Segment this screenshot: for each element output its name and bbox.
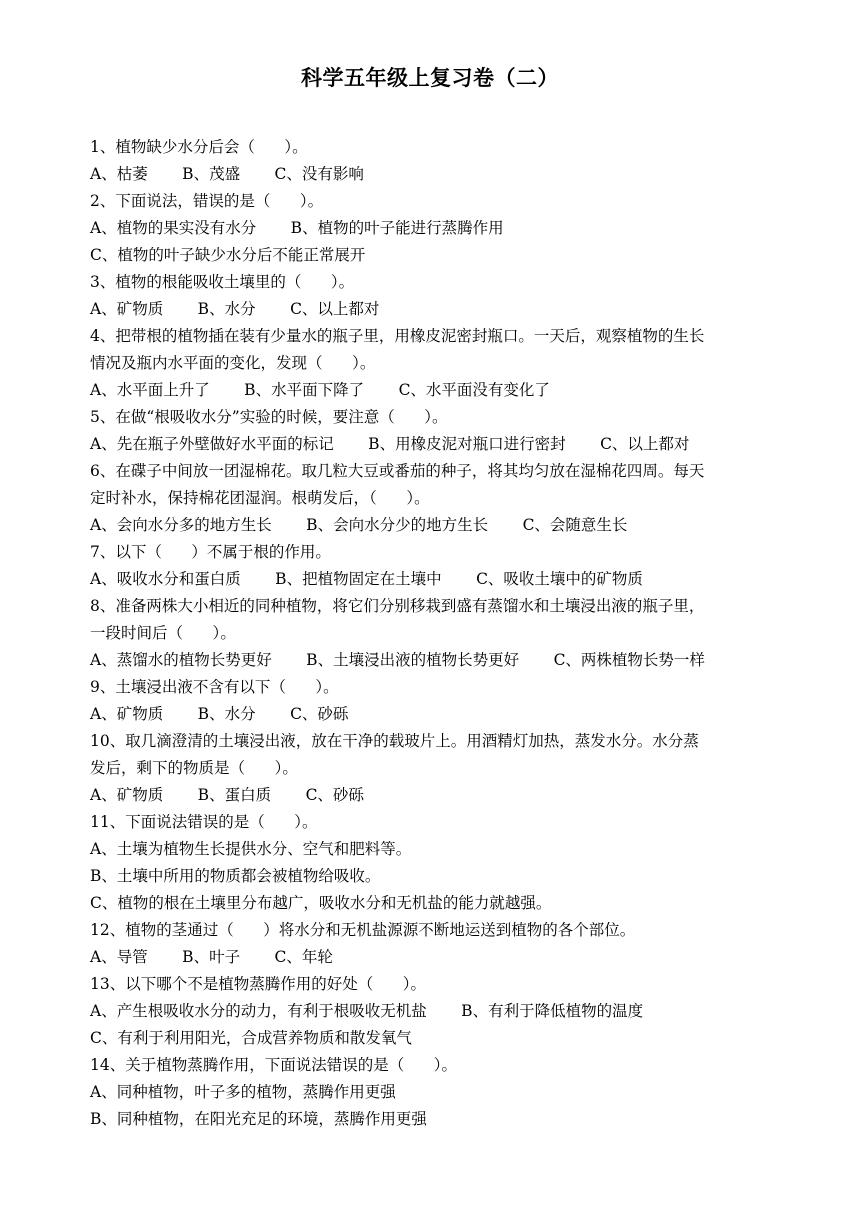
question-4-line2: 情况及瓶内水平面的变化，发现（ ）。 bbox=[90, 354, 376, 372]
question-2: 2、下面说法，错误的是（ ）。 bbox=[90, 192, 324, 210]
options-8: A、蒸馏水的植物长势更好 B、土壤浸出液的植物长势更好 C、两株植物长势一样 bbox=[90, 651, 705, 669]
options-2-c: C、植物的叶子缺少水分后不能正常展开 bbox=[90, 246, 366, 264]
options-4: A、水平面上升了 B、水平面下降了 C、水平面没有变化了 bbox=[90, 381, 550, 399]
options-11-b: B、土壤中所用的物质都会被植物给吸收。 bbox=[90, 867, 381, 885]
question-14: 14、关于植物蒸腾作用，下面说法错误的是（ ）。 bbox=[90, 1056, 458, 1074]
question-4-line1: 4、把带根的植物插在装有少量水的瓶子里，用橡皮泥密封瓶口。一天后，观察植物的生长 bbox=[90, 327, 705, 345]
question-list bbox=[90, 134, 780, 1133]
options-12: A、导管 B、叶子 C、年轮 bbox=[90, 948, 333, 966]
options-9: A、矿物质 B、水分 C、砂砾 bbox=[90, 705, 349, 723]
options-14-b: B、同种植物，在阳光充足的环境，蒸腾作用更强 bbox=[90, 1110, 427, 1128]
options-10: A、矿物质 B、蛋白质 C、砂砾 bbox=[90, 786, 364, 804]
options-13-ab: A、产生根吸收水分的动力，有利于根吸收无机盐 B、有利于降低植物的温度 bbox=[90, 1002, 644, 1020]
question-3: 3、植物的根能吸收土壤里的（ ）。 bbox=[90, 273, 355, 291]
question-9: 9、土壤浸出液不含有以下（ ）。 bbox=[90, 678, 339, 696]
options-11-a: A、土壤为植物生长提供水分、空气和肥料等。 bbox=[90, 840, 412, 858]
options-11-c: C、植物的根在土壤里分布越广，吸收水分和无机盐的能力就越强。 bbox=[90, 894, 552, 912]
question-13: 13、以下哪个不是植物蒸腾作用的好处（ ）。 bbox=[90, 975, 427, 993]
options-13-c: C、有利于利用阳光，合成营养物质和散发氧气 bbox=[90, 1029, 412, 1047]
options-6: A、会向水分多的地方生长 B、会向水分少的地方生长 C、会随意生长 bbox=[90, 516, 628, 534]
question-6-line1: 6、在碟子中间放一团湿棉花。取几粒大豆或番茄的种子，将其均匀放在湿棉花四周。每天 bbox=[90, 462, 705, 480]
question-6-line2: 定时补水，保持棉花团湿润。根萌发后，（ ）。 bbox=[90, 489, 430, 507]
options-7: A、吸收水分和蛋白质 B、把植物固定在土壤中 C、吸收土壤中的矿物质 bbox=[90, 570, 643, 588]
question-1: 1、植物缺少水分后会（ ）。 bbox=[90, 138, 308, 156]
question-7: 7、以下（ ）不属于根的作用。 bbox=[90, 543, 331, 561]
question-5: 5、在做“根吸收水分”实验的时候，要注意（ ）。 bbox=[90, 408, 448, 426]
question-11: 11、下面说法错误的是（ ）。 bbox=[90, 813, 318, 831]
options-14-a: A、同种植物，叶子多的植物，蒸腾作用更强 bbox=[90, 1083, 396, 1101]
question-12: 12、植物的茎通过（ ）将水分和无机盐源源不断地运送到植物的各个部位。 bbox=[90, 921, 636, 939]
options-1: A、枯萎 B、茂盛 C、没有影响 bbox=[90, 165, 364, 183]
options-3: A、矿物质 B、水分 C、以上都对 bbox=[90, 300, 380, 318]
options-2-ab: A、植物的果实没有水分 B、植物的叶子能进行蒸腾作用 bbox=[90, 219, 504, 237]
question-8-line1: 8、准备两株大小相近的同种植物，将它们分别移栽到盛有蒸馏水和土壤浸出液的瓶子里， bbox=[90, 597, 705, 615]
question-10-line2: 发后，剩下的物质是（ ）。 bbox=[90, 759, 298, 777]
question-10-line1: 10、取几滴澄清的土壤浸出液，放在干净的载玻片上。用酒精灯加热，蒸发水分。水分蒸 bbox=[90, 732, 699, 750]
question-8-line2: 一段时间后（ ）。 bbox=[90, 624, 236, 642]
page-title: 科学五年级上复习卷（二） bbox=[301, 65, 559, 90]
options-5: A、先在瓶子外壁做好水平面的标记 B、用橡皮泥对瓶口进行密封 C、以上都对 bbox=[90, 435, 690, 453]
